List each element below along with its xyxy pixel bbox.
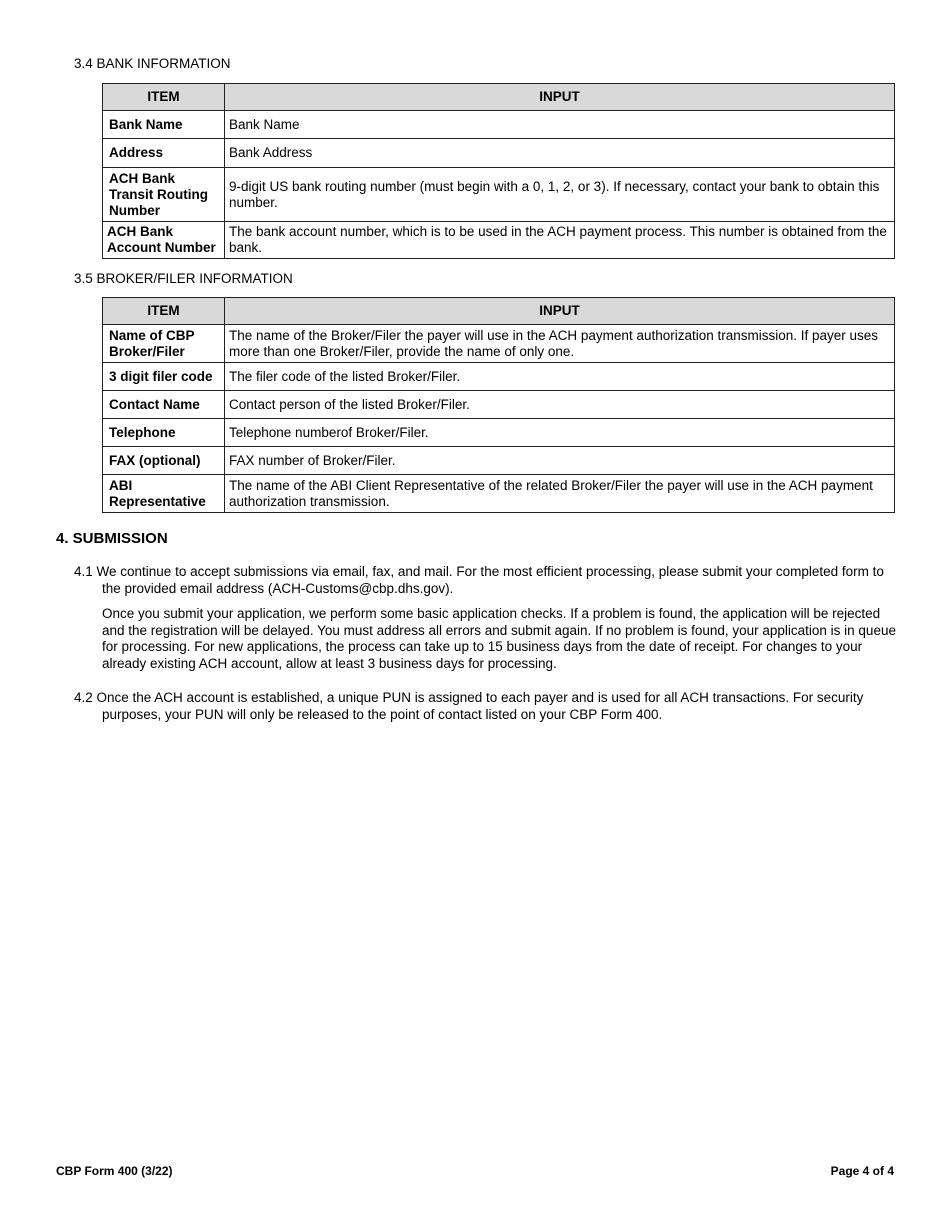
row-item: ABI Representative: [103, 475, 225, 513]
row-item: FAX (optional): [103, 447, 225, 475]
submission-heading: 4. SUBMISSION: [56, 530, 168, 547]
table-header-row: [103, 298, 895, 325]
table-row: [103, 325, 895, 363]
row-item: ACH Bank Account Number: [103, 222, 225, 259]
broker-info-table: [102, 297, 895, 513]
row-input: Bank Name: [225, 111, 895, 139]
row-input: FAX number of Broker/Filer.: [225, 447, 895, 475]
paragraph-4-1-text: 4.1 We continue to accept submissions via email, fax, and mail. For the most efficient processing, please submit your completed form to the provided email address (ACH-Customs@cbp.dhs.gov).: [74, 564, 884, 596]
paragraph-4-2-text: 4.2 Once the ACH account is established, a unique PUN is assigned to each payer and is used for all ACH transactions. For security purposes, your PUN will only be released to the point of contact listed on your CBP Form 400.: [74, 690, 864, 722]
footer-form-id: CBP Form 400 (3/22): [56, 1164, 173, 1178]
row-item: Address: [103, 139, 225, 168]
table-row: [103, 139, 895, 168]
table-row: [103, 475, 895, 513]
paragraph-4-1: [74, 564, 896, 597]
row-input: The bank account number, which is to be used in the ACH payment process. This number is obtained from the bank.: [225, 222, 895, 259]
table-header-row: [103, 84, 895, 111]
footer-page-number: Page 4 of 4: [830, 1164, 894, 1178]
table-row: [103, 363, 895, 391]
row-item: ACH Bank Transit Routing Number: [103, 168, 225, 222]
bank-section-heading: 3.4 BANK INFORMATION: [74, 56, 231, 71]
bank-info-table: [102, 83, 895, 259]
table-row: [103, 222, 895, 259]
row-input: The name of the ABI Client Representative of the related Broker/Filer the payer will use in the ACH payment authorization transmission.: [225, 475, 895, 513]
table-row: [103, 168, 895, 222]
table-row: [103, 391, 895, 419]
row-input: Contact person of the listed Broker/Filer.: [225, 391, 895, 419]
table-row: [103, 419, 895, 447]
row-input: The name of the Broker/Filer the payer will use in the ACH payment authorization transmission. If payer uses more than one Broker/Filer, provide the name of only one.: [225, 325, 895, 363]
paragraph-4-1-details: Once you submit your application, we perform some basic application checks. If a problem is found, the application will be rejected and the registration will be delayed. You must address all errors and submit again. If no problem is found, your application is in queue for processing. For new applications, the process can take up to 15 business days from the date of receipt. For changes to your already existing ACH account, allow at least 3 business days for processing.: [102, 606, 896, 671]
row-item: Name of CBP Broker/Filer: [103, 325, 225, 363]
broker-section-heading: 3.5 BROKER/FILER INFORMATION: [74, 271, 293, 286]
row-input: The filer code of the listed Broker/Filer.: [225, 363, 895, 391]
row-item: Contact Name: [103, 391, 225, 419]
column-header-input: INPUT: [225, 298, 895, 325]
column-header-input: INPUT: [225, 84, 895, 111]
row-item: Telephone: [103, 419, 225, 447]
row-input: 9-digit US bank routing number (must begin with a 0, 1, 2, or 3). If necessary, contact your bank to obtain this number.: [225, 168, 895, 222]
row-item: 3 digit filer code: [103, 363, 225, 391]
row-input: Bank Address: [225, 139, 895, 168]
column-header-item: ITEM: [103, 84, 225, 111]
column-header-item: ITEM: [103, 298, 225, 325]
table-row: [103, 447, 895, 475]
row-input: Telephone numberof Broker/Filer.: [225, 419, 895, 447]
paragraph-4-2: [74, 690, 896, 723]
table-row: [103, 111, 895, 139]
row-item: Bank Name: [103, 111, 225, 139]
